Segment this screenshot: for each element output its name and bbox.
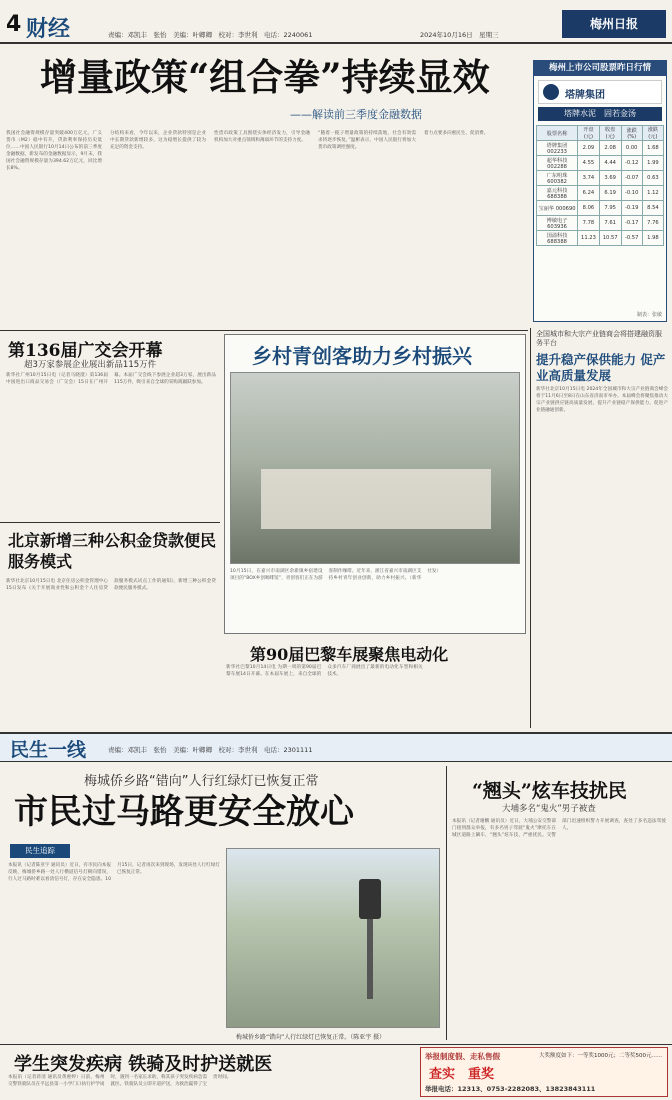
paris-body: 新华社巴黎10月14日电 为期一周的第90届巴黎车展14日开幕。在本届车展上，来自全球的众多汽车厂商展出了最新的电动化车型和相关技术。 — [226, 665, 423, 677]
lead-subtitle: ——解读前三季度金融数据 — [290, 108, 422, 121]
stock-name: 超华科技 002288 — [537, 156, 578, 171]
company-banner — [538, 80, 662, 104]
right-body: 新华社北京10月15日电 2024年全国城市和大宗产业链商会峰会将于11月6日至8日在山东省济南市举办。本届峰会将聚焦推动大宗产业链供应链高质量发展，提升产业链稳产保供能力，促进产业链融通创新。 — [536, 387, 668, 413]
traffic-light-icon — [359, 879, 381, 919]
stock-change-pct: -0.10 — [621, 186, 642, 201]
stock-change-pct: -0.07 — [621, 171, 642, 186]
lead-body-col2: 分结构来看，今年以来，企业贷款特别是企业中长期贷款新增较多，这为稳增长提供了较为充足的资金支持。 — [110, 131, 206, 150]
lead-body-col3: 性货币政策工具围绕实体经济发力，引导金融机构加大对重点领域和薄弱环节的支持力度。 — [214, 131, 310, 143]
minsheng-editor-line: 责编：邓凯丰 张怡 美编：叶卿卿 校对：李世利 电话：2301111 — [108, 746, 313, 754]
stock-change-pct: -0.12 — [621, 156, 642, 171]
ad-phone: 举报电话：12313、0753-2282083、13823843111 — [425, 1085, 596, 1093]
loudcar-body: 本报讯（记者谢鹏 通讯员）近日，大埔公安交警部门接到群众举报，有多名男子驾驶“鬼火”摩托车在城区道路上飙车、“翘头”炫车技，严重扰民。交警部门迅速组织警力开展调查，查处了多名违法驾驶人。 — [452, 819, 666, 838]
cafe-counter — [261, 469, 491, 529]
stock-box-title: 梅州上市公司股票昨日行情 — [534, 61, 666, 76]
table-row — [537, 201, 664, 216]
stock-change: 7.76 — [642, 216, 663, 231]
company-logo-text: 塔牌集团 — [565, 90, 605, 101]
divider — [0, 330, 528, 331]
divider — [0, 1044, 672, 1045]
table-row — [537, 231, 664, 246]
lead-body-col1: 我国社会融资规模存量突破400万亿元，广义货币（M2）稳中有升，贷款利率保持历史低位……中国人民银行10月14日公布的前三季度金融数据，新发布的金融数据显示，9月末，我国社会融资规模存量为394.62万亿元，同比增长8%。 — [6, 131, 102, 171]
stock-name: 嘉元科技 688388 — [537, 186, 578, 201]
crossing-kicker: 梅城侨乡路“错向”人行红绿灯已恢复正常 — [84, 774, 319, 789]
rural-caption: 10月15日，在嘉兴市南湖区余新镇乡宿建设项目的“BOX乡创咖啡馆”，青创客们正在为游客制作咖啡。近年来，浙江省嘉兴市南湖区支持乡村青年创业创新，助力乡村振兴。（新华社发） — [230, 569, 442, 581]
crossing-body: 本报讯（记者陈亚宇 通讯员）近日，有市民向本报反映，梅城侨乡路一处人行横道信号灯朝向错误，行人过马路时难以看清信号灯，存在安全隐患。10月15日，记者再次来到现场，发现该处人行红绿灯已恢复正常。 — [8, 863, 220, 882]
table-row — [537, 171, 664, 186]
table-row — [537, 141, 664, 156]
column-header: 股票名称 — [537, 126, 578, 141]
editor-line: 责编：邓凯丰 张怡 美编：叶卿卿 校对：李世利 电话：2240061 — [108, 31, 313, 39]
hospital-body: 本报讯（记者蒋清 通讯员黄惠婷）日前，梅州交警铁骑队员在平远县第一小学门口执行护学岗时，遇到一名家长求助，称其孩子突发疾病急需就医。铁骑队员立即开道护送，为救治赢得了宝贵时间。 — [8, 1075, 232, 1087]
crossing-tag: 民生追踪 — [10, 844, 70, 858]
ad-heading: 举报制度假、走私售假 — [425, 1052, 500, 1061]
report-ad — [420, 1047, 668, 1097]
column-header: 收盘(元) — [599, 126, 621, 141]
page-number: 4 — [6, 12, 22, 37]
stock-change: 1.68 — [642, 141, 663, 156]
right-headline: 提升稳产保供能力 促产业高质量发展 — [536, 352, 666, 383]
canton-headline: 第136届广交会开幕 — [8, 341, 163, 361]
column-header: 涨跌(%) — [621, 126, 642, 141]
ad-reward-text: 大奖额度如下：一等奖1000元；二等奖500元…… — [539, 1053, 663, 1059]
stock-open: 6.24 — [578, 186, 600, 201]
canton-body: 新华社广州10月15日电（记者马晓澄）第136届中国进出口商品交易会（广交会）15日在广州开幕。本届广交会线下参展企业超3万家，展出新品115万件，吸引来自全球的采购商踊跃参加。 — [6, 373, 216, 385]
section-title: 财经 — [26, 17, 71, 42]
lead-body-col4: “随着一揽子增量政策的持续落地，社会有效需求将逐步恢复，”温彬表示，中国人民银行将加大货币政策调控强度。 — [318, 131, 416, 150]
stock-open: 8.06 — [578, 201, 600, 216]
stock-change: 1.12 — [642, 186, 663, 201]
stock-change: 1.99 — [642, 156, 663, 171]
stock-close: 3.69 — [599, 171, 621, 186]
stock-name: 广东明珠 600382 — [537, 171, 578, 186]
column-header: 涨跌(元) — [642, 126, 663, 141]
stock-change-pct: -0.17 — [621, 216, 642, 231]
table-row — [537, 216, 664, 231]
minsheng-section-bar — [0, 732, 672, 762]
stock-close: 2.08 — [599, 141, 621, 156]
tower-icon — [543, 84, 559, 100]
loudcar-headline: “翘头”炫车技扰民 — [472, 780, 627, 802]
date-line: 2024年10月16日 星期三 — [420, 31, 499, 39]
stock-close: 10.57 — [599, 231, 621, 246]
canton-subtitle: 超3万家参展企业展出新品115万件 — [24, 360, 157, 370]
beijing-headline: 北京新增三种公积金贷款便民服务模式 — [8, 531, 217, 571]
stock-name: 国溢科技 688388 — [537, 231, 578, 246]
stock-open: 7.78 — [578, 216, 600, 231]
column-rule — [530, 328, 531, 728]
company-slogan: 塔牌水泥 固若金汤 — [538, 107, 662, 121]
stock-open: 2.09 — [578, 141, 600, 156]
table-row — [537, 186, 664, 201]
column-rule — [446, 766, 447, 1040]
stock-change-pct: -0.57 — [621, 231, 642, 246]
hospital-headline: 学生突发疾病 铁骑及时护送就医 — [14, 1054, 273, 1075]
stock-change-pct: 0.00 — [621, 141, 642, 156]
paris-headline: 第90届巴黎车展聚焦电动化 — [250, 645, 449, 664]
stock-name: 博敏电子 603936 — [537, 216, 578, 231]
ad-slogan: 查实 重奖 — [429, 1067, 495, 1082]
stock-change: 8.54 — [642, 201, 663, 216]
crossing-photo-caption: 梅城侨乡路“错向”人行红绿灯已恢复正常。（陈亚宇 摄） — [236, 1034, 386, 1041]
stock-open: 3.74 — [578, 171, 600, 186]
stock-change-pct: -0.19 — [621, 201, 642, 216]
stock-name: 塔牌集团 002233 — [537, 141, 578, 156]
table-row — [537, 156, 664, 171]
lead-headline: 增量政策“组合拳”持续显效 — [40, 55, 490, 99]
rural-photo — [230, 372, 520, 564]
right-intro: 全国城市和大宗产业链商会将搭建融资服务平台 — [536, 330, 662, 347]
minsheng-section-title: 民生一线 — [10, 739, 87, 761]
stock-table — [536, 125, 664, 246]
stock-close: 7.61 — [599, 216, 621, 231]
stock-change: 0.63 — [642, 171, 663, 186]
column-header: 开盘(元) — [578, 126, 600, 141]
crossing-photo — [226, 848, 440, 1028]
table-header-row — [537, 126, 664, 141]
stock-close: 7.95 — [599, 201, 621, 216]
stock-open: 11.23 — [578, 231, 600, 246]
beijing-body: 新华社北京10月15日电 北京住房公积金管理中心15日发布《关于开展商业性和公积金个人住房贷款服务模式试点工作的通知》，新增三种公积金贷款便民服务模式。 — [6, 579, 216, 591]
stock-box — [533, 60, 667, 322]
stock-name: 宝丽华 000690 — [537, 201, 578, 216]
stock-open: 4.55 — [578, 156, 600, 171]
table-footnote: 制表：张敏 — [636, 312, 662, 318]
stock-change: 1.98 — [642, 231, 663, 246]
loudcar-subtitle: 大埔多名“鬼火”男子被查 — [502, 804, 596, 814]
rural-headline: 乡村青创客助力乡村振兴 — [252, 344, 472, 368]
lead-body-col5: 着力点要多向惠民生、促消费。 — [424, 131, 489, 136]
newspaper-logo: 梅州日报 — [562, 10, 666, 38]
stock-close: 4.44 — [599, 156, 621, 171]
stock-close: 6.19 — [599, 186, 621, 201]
crossing-headline: 市民过马路更安全放心 — [14, 792, 354, 832]
divider — [0, 522, 220, 523]
